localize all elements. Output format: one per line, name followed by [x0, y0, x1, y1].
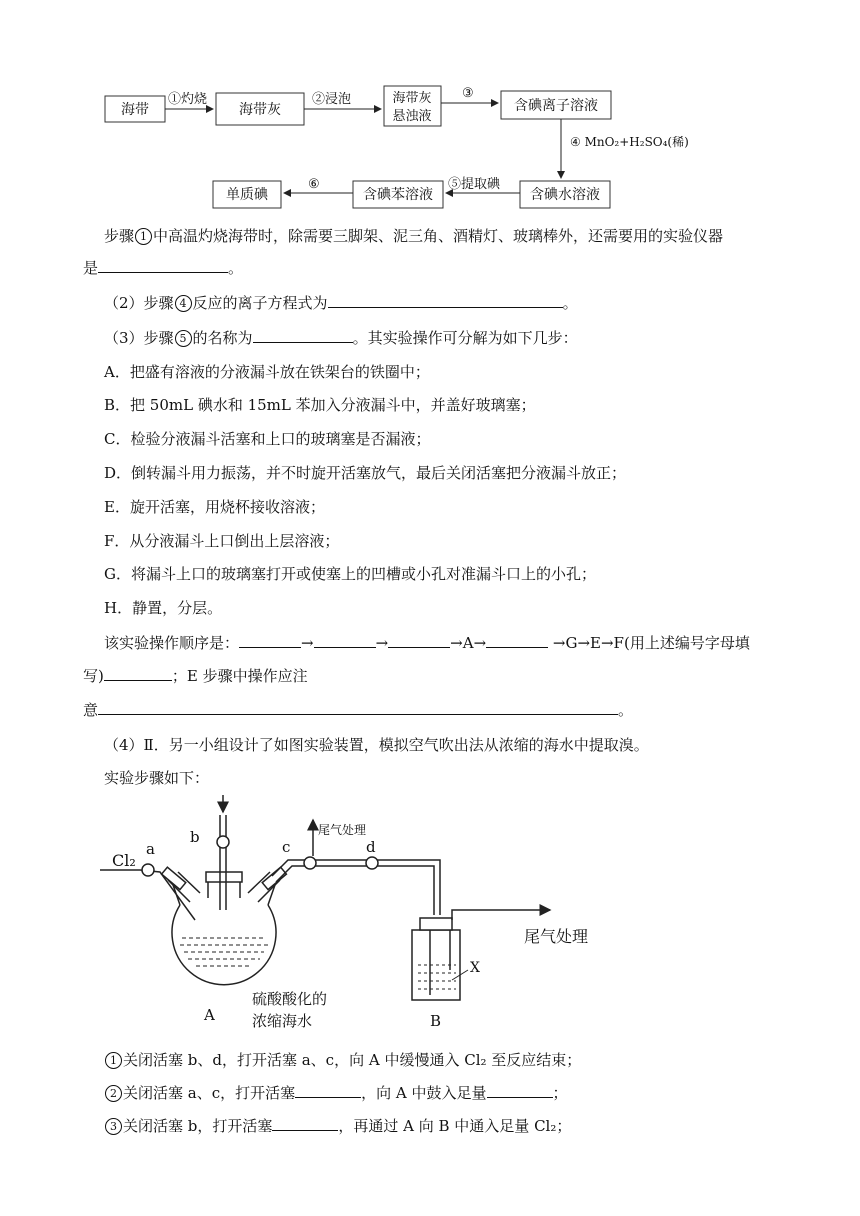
option-g: G．将漏斗上口的玻璃塞打开或使塞上的凹槽或小孔对准漏斗口上的小孔；	[104, 565, 596, 583]
box-dianli-label: 含碘离子溶液	[514, 98, 598, 114]
circled-number: 1	[105, 1052, 122, 1069]
answer-blank[interactable]	[295, 1083, 361, 1098]
answer-blank[interactable]	[239, 633, 301, 648]
option-a: A．把盛有溶液的分液漏斗放在铁架台的铁圈中；	[104, 363, 430, 381]
box-haidai-label: 海带	[121, 102, 149, 118]
label-flask-1: 硫酸酸化的	[252, 990, 328, 1008]
step-3-label: ③	[462, 86, 474, 101]
circled-number: 1	[135, 228, 152, 245]
option-b: B．把 50mL 碘水和 15mL 苯加入分液漏斗中，并盖好玻璃塞；	[104, 396, 536, 414]
step-3: 3 关闭活塞 b，打开活塞 ，再通过 A 向 B 中通入足量 Cl₂；	[104, 1116, 571, 1136]
label-X: X	[470, 960, 480, 976]
answer-blank[interactable]	[314, 633, 376, 648]
answer-blank[interactable]	[487, 1083, 553, 1098]
label-tail-gas-top: 尾气处理	[318, 823, 367, 837]
step-1: 1 关闭活塞 b、d，打开活塞 a、c，向 A 中缓慢通入 Cl₂ 至反应结束；	[104, 1050, 581, 1070]
apparatus-diagram	[100, 790, 620, 1040]
answer-blank[interactable]	[486, 633, 548, 648]
label-flask-2: 浓缩海水	[252, 1012, 313, 1030]
label-B: B	[430, 1012, 442, 1030]
option-h: H．静置，分层。	[104, 599, 223, 617]
label-a: a	[146, 840, 155, 858]
box-shui-label: 含碘水溶液	[530, 187, 600, 203]
answer-blank[interactable]	[98, 258, 228, 273]
step-1-label: ①灼烧	[168, 92, 208, 107]
box-xuanzhuo-label-2: 悬浊液	[392, 109, 432, 124]
box-ben-label: 含碘苯溶液	[363, 187, 433, 203]
order-line-1: 该实验操作顺序是： → → →A→ →G→E→F(用上述编号字母填	[104, 634, 750, 652]
answer-blank[interactable]	[272, 1116, 338, 1131]
order-line-2: 写) ；E 步骤中操作应注	[83, 667, 308, 685]
label-cl2: Cl₂	[112, 851, 136, 870]
answer-blank[interactable]	[253, 328, 353, 343]
circled-number: 5	[175, 330, 192, 347]
q2-line: （2）步骤 4 反应的离子方程式为 。	[104, 294, 578, 312]
answer-blank[interactable]	[388, 633, 450, 648]
option-c: C．检验分液漏斗活塞和上口的玻璃塞是否漏液；	[104, 430, 431, 448]
q1-line-2: 是 。	[83, 259, 244, 277]
label-b: b	[190, 828, 200, 846]
q4-intro: （4）Ⅱ．另一小组设计了如图实验装置，模拟空气吹出法从浓缩的海水中提取溴。	[104, 736, 649, 754]
option-f: F．从分液漏斗上口倒出上层溶液；	[104, 532, 340, 550]
answer-blank[interactable]	[328, 293, 563, 308]
step-5-label: ⑤提取碘	[448, 177, 501, 192]
flow-chart	[0, 0, 860, 220]
answer-blank[interactable]	[104, 666, 172, 681]
circled-number: 3	[105, 1118, 122, 1135]
box-haidaihui-label: 海带灰	[239, 102, 281, 118]
step-2: 2 关闭活塞 a、c，打开活塞 ，向 A 中鼓入足量 ；	[104, 1083, 568, 1103]
box-xuanzhuo-label-1: 海带灰	[392, 91, 432, 106]
option-d: D．倒转漏斗用力振荡，并不时旋开活塞放气，最后关闭活塞把分液漏斗放正；	[104, 464, 627, 482]
q4-steps-title: 实验步骤如下：	[104, 769, 210, 787]
box-danzhi-label: 单质碘	[226, 187, 268, 203]
option-e: E．旋开活塞，用烧杯接收溶液；	[104, 498, 325, 516]
q1-line-1: 步骤 1 中高温灼烧海带时，除需要三脚架、泥三角、酒精灯、玻璃棒外，还需要用的实验仪器	[104, 227, 724, 245]
label-d: d	[366, 838, 376, 856]
order-line-3: 意 。	[83, 701, 634, 719]
step-6-label: ⑥	[308, 177, 320, 192]
circled-number: 2	[105, 1085, 122, 1102]
answer-blank[interactable]	[98, 700, 618, 715]
label-c: c	[282, 838, 291, 856]
label-A: A	[204, 1006, 215, 1024]
label-tail-gas-right: 尾气处理	[524, 927, 589, 946]
circled-number: 4	[175, 295, 192, 312]
step-4-label: ④ MnO₂+H₂SO₄(稀)	[570, 135, 689, 149]
q3-line: （3）步骤 5 的名称为 。其实验操作可分解为如下几步：	[104, 329, 578, 347]
step-2-label: ②浸泡	[312, 92, 352, 107]
